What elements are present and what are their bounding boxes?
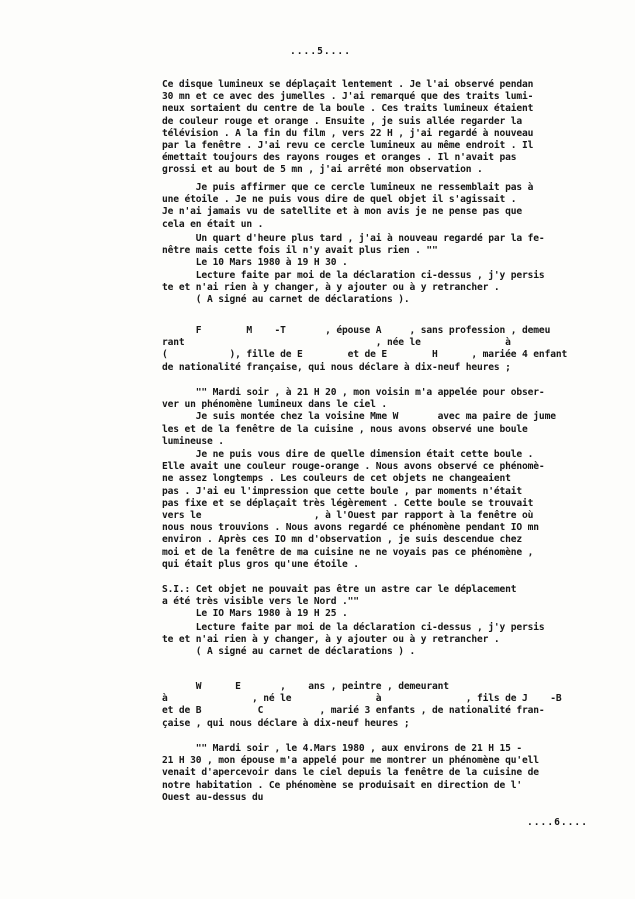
text-line: S.I.: Cet objet ne pouvait pas être un astre car le déplacement [162, 584, 517, 595]
text-line: émettait toujours des rayons rouges et oranges . Il n'avait pas [162, 152, 517, 164]
text-line: çaise , qui nous déclare à dix-neuf heures ; [162, 717, 410, 729]
text-line: F M -T , épouse A , sans profession , demeu [162, 325, 551, 336]
text-line: pas fixe et se déplaçait très légèrement . Cette boule se trouvait [162, 497, 534, 509]
text-line: lumineuse . [162, 435, 224, 447]
text-line: les et de la fenêtre de la cuisine , nous avons observé une boule [162, 423, 528, 435]
text-line: Lecture faite par moi de la déclaration ci-dessus , j'y persis [162, 269, 545, 281]
text-line: ( A signé au carnet de déclarations ) . [162, 646, 416, 658]
text-line: 30 mn et ce avec des jumelles . J'ai remarqué que des traits lumi- [162, 91, 534, 103]
text-line: ( ), fille de E et de E H , mariée 4 enfant [162, 349, 568, 361]
text-line: "" Mardi soir , le 4.Mars 1980 , aux environs de 21 H 15 - [162, 743, 523, 754]
text-line: "" Mardi soir , à 21 H 20 , mon voisin m'a appelée pour obser- [162, 387, 545, 398]
text-line: ver un phénomène lumineux dans le ciel . [162, 399, 388, 411]
text-line: Le IO Mars 1980 à 19 H 25 . [162, 608, 348, 620]
text-line: Lecture faite par moi de la déclaration ci-dessus , j'y persis [162, 622, 545, 633]
text-line: a été très visible vers le Nord ."" [162, 596, 359, 608]
text-line: ( A signé au carnet de déclarations ). [162, 294, 410, 305]
text-line: notre habitation . Ce phénomène se produisait en direction de l' [162, 779, 523, 791]
text-line: Un quart d'heure plus tard , j'ai à nouveau regardé par la fe- [162, 233, 545, 244]
text-line: pas . J'ai eu l'impression que cette boule , par moments n'était [162, 485, 523, 497]
text-line: 21 H 30 , mon épouse m'a appelé pour me montrer un phénomène qu'ell [162, 755, 539, 767]
text-line: cela en était un . [162, 218, 264, 230]
text-line: nêtre mais cette fois il n'y avait plus rien . "" [162, 245, 438, 257]
text-line: ne assez longtemps . Les couleurs de cet objets ne changeaient [162, 473, 511, 485]
text-line: nous nous trouvions . Nous avons regardé ce phénomène pendant IO mn [162, 522, 539, 534]
text-line: te et n'ai rien à y changer, à y ajouter ou à y retrancher . [162, 634, 500, 646]
text-line: et de B C , marié 3 enfants , de nationalité fran- [162, 705, 545, 717]
text-line: W E , ans , peintre , demeurant [162, 681, 449, 692]
text-line: par la fenêtre . J'ai revu ce cercle lumineux au même endroit . Il [162, 140, 534, 151]
text-line: Le 10 Mars 1980 à 19 H 30 . [162, 257, 348, 269]
text-line: Ouest au-dessus du [162, 791, 264, 803]
text-line: venait d'apercevoir dans le ciel depuis la fenêtre de la cuisine de [162, 767, 539, 779]
text-line: Elle avait une couleur rouge-orange . Nous avons observé ce phénomè- [162, 461, 545, 473]
text-line: Je ne puis vous dire de quelle dimension était cette boule . [162, 449, 534, 460]
text-line: rant , née le à [162, 337, 511, 349]
text-line: Je suis montée chez la voisine Mme W avec ma paire de jume [162, 411, 556, 423]
text-line: télévision . A la fin du film , vers 22 H , j'ai regardé à nouveau [162, 127, 534, 139]
text-line: vers le , à l'Ouest par rapport à la fenêtre où [162, 510, 534, 521]
text-line: Je n'ai jamais vu de satellite et à mon avis je ne pense pas que [162, 206, 523, 218]
text-line: grossi et au bout de 5 mn , j'ai arrêté mon observation . [162, 164, 483, 176]
text-line: Je puis affirmer que ce cercle lumineux ne ressemblait pas à [162, 182, 534, 193]
text-line: une étoile . Je ne puis vous dire de quel objet il s'agissait . [162, 194, 517, 206]
text-line: de couleur rouge et orange . Ensuite , je suis allée regarder la [162, 115, 523, 127]
text-line: te et n'ai rien à y changer, à y ajouter ou à y retrancher . [162, 281, 500, 293]
text-line: qui était plus gros qu'une étoile . [162, 558, 359, 570]
text-line: neux sortaient du centre de la boule . Ces traits lumineux étaient [162, 103, 534, 115]
text-line: Ce disque lumineux se déplaçait lentement . Je l'ai observé pendan [162, 79, 534, 90]
page-marker-top: ....5.... [290, 46, 351, 57]
text-line: de nationalité française, qui nous déclare à dix-neuf heures ; [162, 361, 511, 373]
text-line: moi et de la fenêtre de ma cuisine ne ne voyais pas ce phénomène , [162, 546, 534, 558]
text-line: à , né le à , fils de J -B [162, 693, 562, 705]
page-marker-bottom: ....6.... [527, 817, 588, 828]
text-line: environ . Après ces IO mn d'observation , je suis descendue chez [162, 534, 523, 546]
